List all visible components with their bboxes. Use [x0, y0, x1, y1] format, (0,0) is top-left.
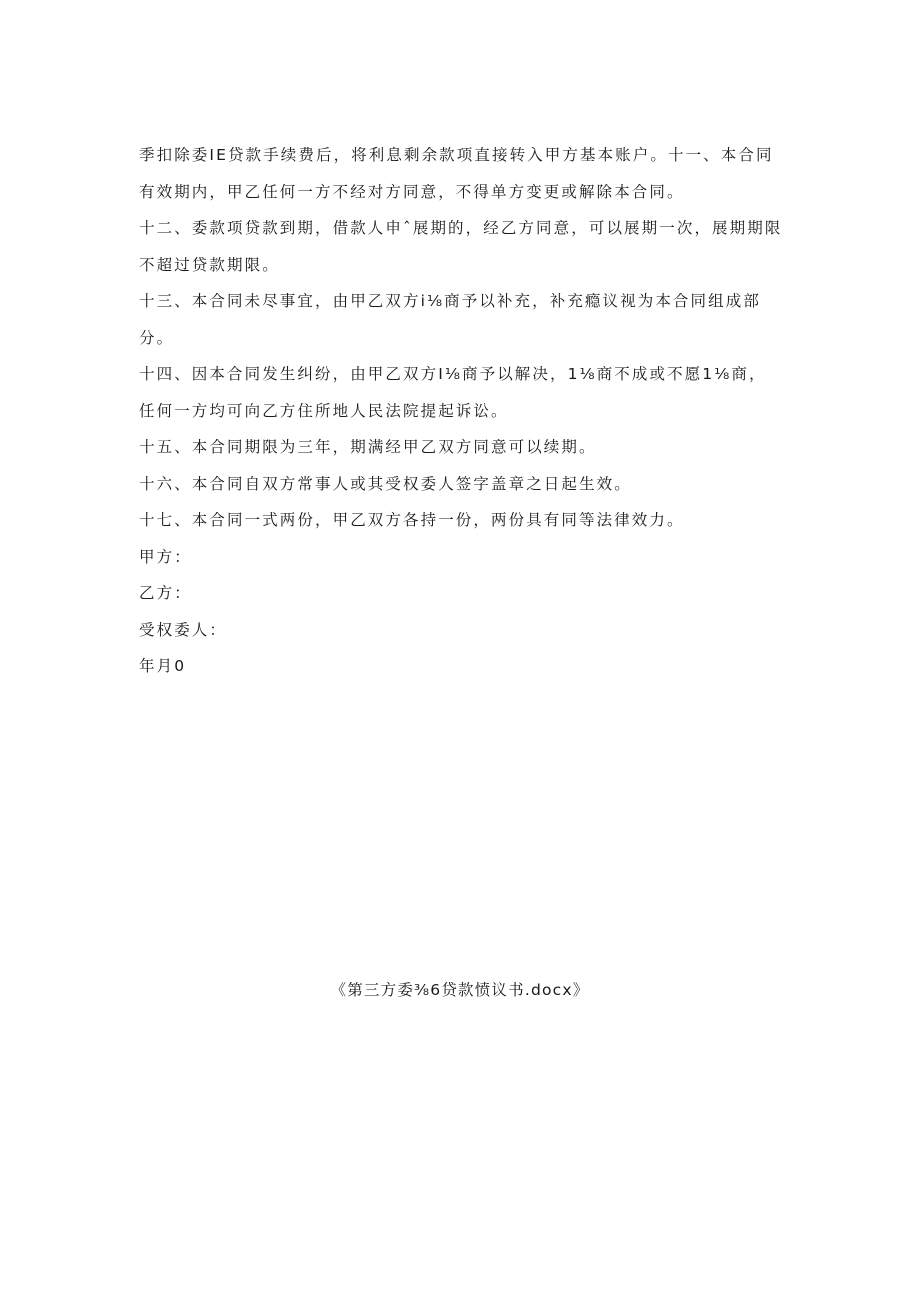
clause-paragraph-fourteen: 十四、因本合同发生纠纷，由甲乙双方I⅛商予以解决，1⅛商不成或不愿1⅛商，任何一方均可向乙方住所地人民法院提起诉讼。	[139, 365, 767, 420]
signature-date: 年月0	[139, 657, 187, 675]
signature-party-b: 乙方：	[139, 584, 192, 602]
footer-filename: 《第三方委⅜6贷款愤议书.docx》	[330, 981, 590, 999]
clause-paragraph-seventeen: 十七、本合同一式两份，甲乙双方各持一份，两份具有同等法律效力。	[139, 511, 685, 529]
clause-paragraph-fifteen: 十五、本合同期限为三年，期满经甲乙双方同意可以续期。	[139, 438, 597, 456]
signature-authorized: 受权委人：	[139, 620, 228, 639]
clause-paragraph-twelve: 十二、委款项贷款到期，借款人申ˆ展期的，经乙方同意，可以展期一次，展期期限不超过贷款期限。	[139, 219, 783, 274]
clause-paragraph-thirteen: 十三、本合同未尽事宜，由甲乙双方i⅛商予以补充，补充瘾议视为本合同组成部分。	[139, 292, 761, 347]
clause-paragraph-sixteen: 十六、本合同自双方常事人或其受权委人签字盖章之日起生效。	[139, 474, 632, 493]
signature-party-a: 甲方：	[139, 547, 192, 566]
document-body	[139, 137, 784, 685]
clause-paragraph-fee-and-eleven: 季扣除委IE贷款手续费后，将利息剩余款项直接转入甲方基本账户。十一、本合同有效期内，甲乙任何一方不经对方同意，不得单方变更或解除本合同。	[139, 146, 774, 201]
